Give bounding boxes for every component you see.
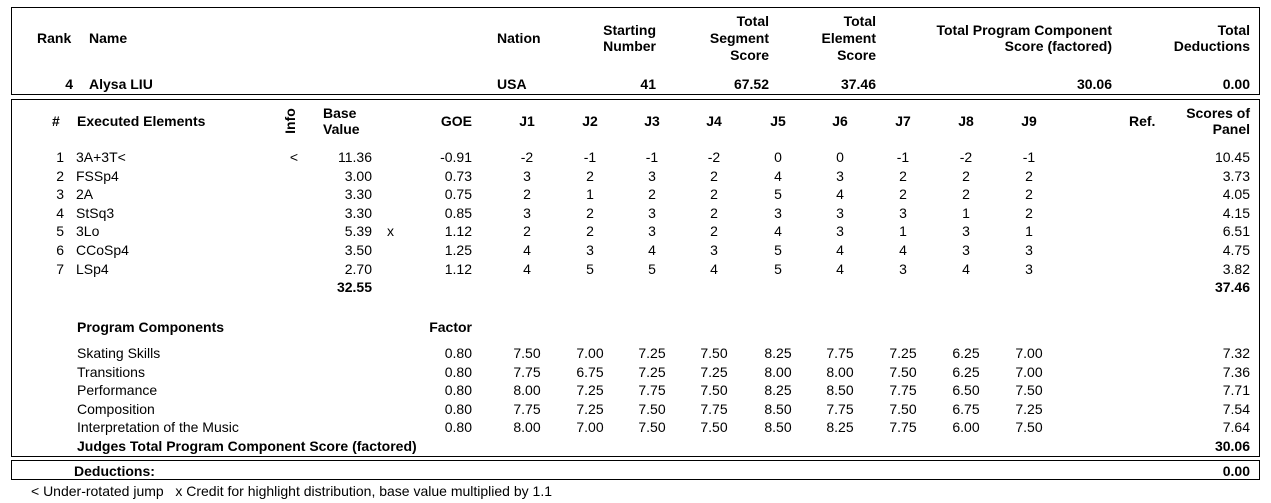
component-judge-score: 7.00 [1015, 363, 1043, 380]
element-judge-score: 2 [586, 204, 594, 221]
element-panel-score: 4.05 [1222, 186, 1250, 203]
element-judge-score: 2 [523, 223, 531, 240]
element-info: < [289, 149, 299, 165]
component-judge-score: 8.00 [764, 363, 792, 380]
executed-elements-label: Executed Elements [77, 113, 206, 129]
skater-starting-number: 41 [640, 76, 656, 92]
tss-label-2: Segment [709, 30, 769, 46]
judge-label-2: J2 [582, 113, 598, 129]
element-name: StSq3 [76, 204, 115, 221]
component-judge-score: 7.25 [889, 345, 917, 361]
skater-name: Alysa LIU [89, 76, 153, 92]
component-factor: 0.80 [444, 419, 472, 435]
element-judge-score: 0 [774, 149, 782, 165]
element-judge-score: 3 [774, 204, 782, 221]
component-judge-score: 6.00 [952, 419, 980, 435]
component-judge-score: 7.25 [700, 363, 728, 380]
element-judge-score: 4 [523, 242, 531, 258]
element-judge-score: 5 [774, 242, 782, 258]
component-judge-score: 7.50 [513, 345, 541, 361]
element-judge-score: 2 [648, 186, 656, 203]
element-judge-score: 3 [523, 167, 531, 184]
component-judge-score: 7.75 [826, 345, 854, 361]
element-num: 3 [56, 186, 64, 203]
judge-label-3: J3 [644, 113, 660, 129]
element-judge-score: 3 [648, 223, 656, 240]
component-score: 7.71 [1222, 382, 1250, 398]
judge-label-6: J6 [832, 113, 848, 129]
element-judge-score: 4 [710, 260, 718, 277]
component-score: 7.54 [1222, 400, 1250, 417]
panel-label-2: Panel [1212, 121, 1250, 137]
component-judge-score: 7.75 [889, 382, 917, 398]
component-judge-score: 6.25 [952, 345, 980, 361]
base-value-label-1: Base [323, 105, 357, 121]
element-goe: -0.91 [440, 149, 472, 165]
rank-label: Rank [37, 30, 72, 46]
element-judge-score: 2 [1025, 186, 1033, 203]
element-base-value: 2.70 [344, 260, 372, 277]
component-factor: 0.80 [444, 400, 472, 417]
element-judge-score: 5 [586, 260, 594, 277]
element-judge-score: 4 [836, 186, 844, 203]
tss-label-3: Score [730, 47, 769, 63]
tss-label-1: Total [736, 13, 769, 29]
program-components-label: Program Components [77, 319, 225, 335]
component-score: 7.32 [1222, 345, 1250, 361]
tes-label-3: Score [837, 47, 876, 63]
element-judge-score: 3 [836, 223, 844, 240]
element-num: 2 [56, 167, 64, 184]
component-judge-score: 7.50 [700, 382, 728, 398]
judge-label-7: J7 [895, 113, 911, 129]
element-judge-score: 2 [899, 186, 907, 203]
pc-total-label: Judges Total Program Component Score (factored) [77, 438, 417, 454]
judge-label-9: J9 [1021, 113, 1037, 129]
element-goe: 1.12 [444, 260, 472, 277]
component-judge-score: 8.50 [764, 419, 792, 435]
element-judge-score: -1 [1022, 149, 1036, 165]
footnote: < Under-rotated jump x Credit for highlight distribution, base value multiplied by 1.1 [31, 483, 552, 499]
component-judge-score: 7.75 [889, 419, 917, 435]
component-factor: 0.80 [444, 382, 472, 398]
component-judge-score: 8.25 [764, 382, 792, 398]
skater-pcs: 30.06 [1076, 76, 1112, 92]
element-judge-score: 3 [1025, 242, 1033, 258]
component-judge-score: 8.50 [764, 400, 792, 417]
component-score: 7.64 [1222, 419, 1250, 435]
deductions-box [11, 460, 1260, 480]
element-judge-score: 2 [586, 167, 594, 184]
element-judge-score: 3 [648, 204, 656, 221]
component-judge-score: 7.75 [513, 363, 541, 380]
component-judge-score: 7.50 [1015, 382, 1043, 398]
element-judge-score: 2 [1025, 204, 1033, 221]
element-base-value: 3.30 [344, 204, 372, 221]
component-judge-score: 7.50 [700, 345, 728, 361]
elements-num-label: # [52, 113, 60, 129]
component-judge-score: 7.25 [638, 345, 666, 361]
name-label: Name [89, 30, 128, 46]
component-judge-score: 7.25 [576, 400, 604, 417]
element-name: LSp4 [76, 260, 109, 277]
element-num: 4 [56, 204, 64, 221]
element-judge-score: 4 [962, 260, 970, 277]
ded-label-2: Deductions [1173, 38, 1250, 54]
element-judge-score: 3 [962, 242, 970, 258]
skater-rank: 4 [65, 76, 73, 92]
element-judge-score: -2 [707, 149, 721, 165]
component-judge-score: 8.00 [513, 419, 541, 435]
element-name: 2A [76, 186, 94, 203]
judge-label-8: J8 [958, 113, 974, 129]
component-judge-score: 7.50 [889, 400, 917, 417]
element-base-value: 11.36 [338, 149, 372, 165]
element-judge-score: 4 [899, 242, 907, 258]
pc-total-value: 30.06 [1214, 438, 1250, 454]
tes-label-1: Total [843, 13, 876, 29]
component-name: Transitions [77, 363, 145, 380]
element-judge-score: 1 [1025, 223, 1033, 240]
element-goe: 0.75 [444, 186, 472, 203]
component-score: 7.36 [1222, 363, 1250, 380]
component-judge-score: 7.50 [638, 400, 666, 417]
component-judge-score: 6.25 [952, 363, 980, 380]
element-judge-score: 4 [774, 167, 782, 184]
element-judge-score: 2 [1025, 167, 1033, 184]
element-judge-score: 3 [836, 167, 844, 184]
element-judge-score: -1 [896, 149, 910, 165]
judge-label-5: J5 [770, 113, 786, 129]
element-panel-score: 3.73 [1222, 167, 1250, 184]
judge-label-1: J1 [519, 113, 535, 129]
element-name: FSSp4 [76, 167, 119, 184]
element-num: 5 [56, 223, 64, 240]
judge-label-4: J4 [706, 113, 722, 129]
component-judge-score: 7.75 [700, 400, 728, 417]
component-name: Skating Skills [77, 345, 161, 361]
element-judge-score: 2 [710, 167, 718, 184]
element-name: 3Lo [76, 223, 100, 240]
skater-tss: 67.52 [733, 76, 769, 92]
component-judge-score: 7.00 [576, 419, 604, 435]
element-panel-score: 3.82 [1222, 260, 1250, 277]
pcs-label-2: Score (factored) [1004, 38, 1112, 54]
element-judge-score: 3 [523, 204, 531, 221]
element-num: 6 [56, 242, 64, 258]
component-judge-score: 6.75 [952, 400, 980, 417]
component-judge-score: 7.50 [638, 419, 666, 435]
component-judge-score: 7.00 [1015, 345, 1043, 361]
element-judge-score: 2 [962, 167, 970, 184]
skater-deductions: 0.00 [1222, 76, 1250, 92]
element-base-value: 3.00 [344, 167, 372, 184]
skater-tes: 37.46 [840, 76, 876, 92]
element-judge-score: 3 [836, 204, 844, 221]
component-judge-score: 8.00 [513, 382, 541, 398]
ref-label: Ref. [1129, 113, 1156, 129]
component-judge-score: 7.00 [576, 345, 604, 361]
element-judge-score: 3 [1025, 260, 1033, 277]
element-judge-score: 2 [710, 223, 718, 240]
component-judge-score: 7.50 [700, 419, 728, 435]
element-judge-score: 1 [962, 204, 970, 221]
element-num: 1 [56, 149, 64, 165]
component-judge-score: 8.00 [826, 363, 854, 380]
component-name: Performance [77, 382, 158, 398]
skater-nation: USA [497, 76, 527, 92]
element-num: 7 [56, 260, 64, 277]
base-value-label-2: Value [323, 121, 360, 137]
element-judge-score: 3 [899, 204, 907, 221]
component-judge-score: 7.25 [576, 382, 604, 398]
element-judge-score: 2 [710, 186, 718, 203]
element-judge-score: 1 [899, 223, 907, 240]
info-label: Info [282, 108, 298, 134]
element-judge-score: 2 [710, 204, 718, 221]
nation-label: Nation [497, 30, 541, 46]
element-judge-score: 4 [836, 242, 844, 258]
ded-label-1: Total [1217, 22, 1250, 38]
factor-label: Factor [429, 319, 472, 335]
starting-number-label-2: Number [603, 38, 656, 54]
element-base-value: 3.50 [344, 242, 372, 258]
component-judge-score: 7.50 [1015, 419, 1043, 435]
element-judge-score: 3 [899, 260, 907, 277]
component-factor: 0.80 [444, 345, 472, 361]
component-judge-score: 7.75 [826, 400, 854, 417]
element-judge-score: 3 [648, 167, 656, 184]
element-judge-score: 1 [586, 186, 594, 203]
element-name: CCoSp4 [76, 242, 129, 258]
element-judge-score: 4 [648, 242, 656, 258]
component-judge-score: 7.75 [513, 400, 541, 417]
element-base-value: 3.30 [344, 186, 372, 203]
goe-label: GOE [440, 113, 472, 129]
element-panel-score: 4.75 [1222, 242, 1250, 258]
component-judge-score: 7.75 [638, 382, 666, 398]
element-judge-score: -2 [959, 149, 973, 165]
component-judge-score: 7.25 [1015, 400, 1043, 417]
element-judge-score: 5 [648, 260, 656, 277]
element-judge-score: 3 [962, 223, 970, 240]
element-judge-score: 2 [899, 167, 907, 184]
element-judge-score: -1 [583, 149, 597, 165]
element-goe: 1.25 [444, 242, 472, 258]
deductions-label: Deductions: [74, 463, 155, 479]
component-judge-score: 6.50 [952, 382, 980, 398]
component-name: Composition [77, 400, 155, 417]
element-judge-score: 2 [962, 186, 970, 203]
pcs-label-1: Total Program Component [936, 22, 1112, 38]
element-judge-score: -1 [645, 149, 659, 165]
element-judge-score: 4 [523, 260, 531, 277]
element-judge-score: 0 [836, 149, 844, 165]
element-panel-score: 4.15 [1222, 204, 1250, 221]
element-judge-score: -2 [520, 149, 534, 165]
component-judge-score: 7.25 [638, 363, 666, 380]
element-goe: 1.12 [444, 223, 472, 240]
element-judge-score: 3 [586, 242, 594, 258]
component-name: Interpretation of the Music [77, 419, 239, 435]
element-judge-score: 4 [774, 223, 782, 240]
element-judge-score: 5 [774, 186, 782, 203]
component-judge-score: 8.25 [826, 419, 854, 435]
element-judge-score: 4 [836, 260, 844, 277]
component-factor: 0.80 [444, 363, 472, 380]
deductions-value: 0.00 [1222, 463, 1250, 479]
element-judge-score: 5 [774, 260, 782, 277]
element-judge-score: 2 [586, 223, 594, 240]
component-judge-score: 6.75 [576, 363, 604, 380]
component-judge-score: 8.50 [826, 382, 854, 398]
element-goe: 0.85 [444, 204, 472, 221]
elements-total-panel: 37.46 [1214, 279, 1250, 295]
element-judge-score: 3 [710, 242, 718, 258]
element-judge-score: 2 [523, 186, 531, 203]
starting-number-label-1: Starting [603, 22, 656, 38]
element-panel-score: 6.51 [1222, 223, 1250, 240]
component-judge-score: 8.25 [764, 345, 792, 361]
tes-label-2: Element [821, 30, 876, 46]
element-base-value: 5.39 [344, 223, 372, 240]
element-x-marker: x [387, 223, 394, 240]
element-panel-score: 10.45 [1214, 149, 1250, 165]
panel-label-1: Scores of [1186, 105, 1250, 121]
element-goe: 0.73 [444, 167, 472, 184]
element-name: 3A+3T< [76, 149, 126, 165]
elements-total-base: 32.55 [336, 279, 372, 295]
component-judge-score: 7.50 [889, 363, 917, 380]
